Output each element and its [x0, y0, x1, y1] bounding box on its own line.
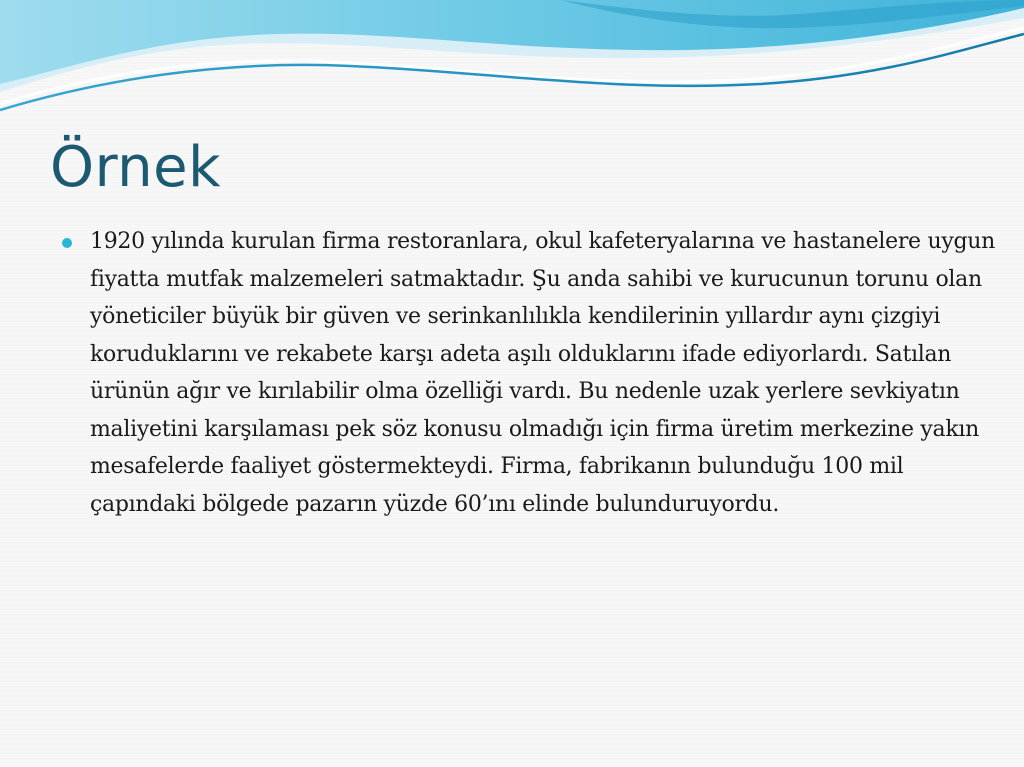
bullet-dot-icon	[62, 238, 72, 248]
slide-title: Örnek	[50, 135, 221, 200]
bullet-item	[62, 223, 1002, 523]
bullet-list	[62, 223, 1002, 523]
bullet-text: 1920 yılında kurulan firma restoranlara, okul kafeteryalarına ve hastanelere uygun fiyatta mutfak malzemeleri satmaktadır. Şu anda sahibi ve kurucunun torunu olan yöneticiler büyük bir güven ve serinkanlılıkla kendilerinin yıllardır aynı çizgiyi koruduklarını ve rekabete karşı adeta aşılı olduklarını ifade ediyorlardı. Satılan ürünün ağır ve kırılabilir olma özelliği vardı. Bu nedenle uzak yerlere sevkiyatın maliyetini karşılaması pek söz konusu olmadığı için firma üretim merkezine yakın mesafelerde faaliyet göstermekteydi. Firma, fabrikanın bulunduğu 100 mil çapındaki bölgede pazarın yüzde 60’ını elinde bulunduruyordu.	[90, 229, 995, 517]
decorative-wave-header	[0, 0, 1024, 120]
